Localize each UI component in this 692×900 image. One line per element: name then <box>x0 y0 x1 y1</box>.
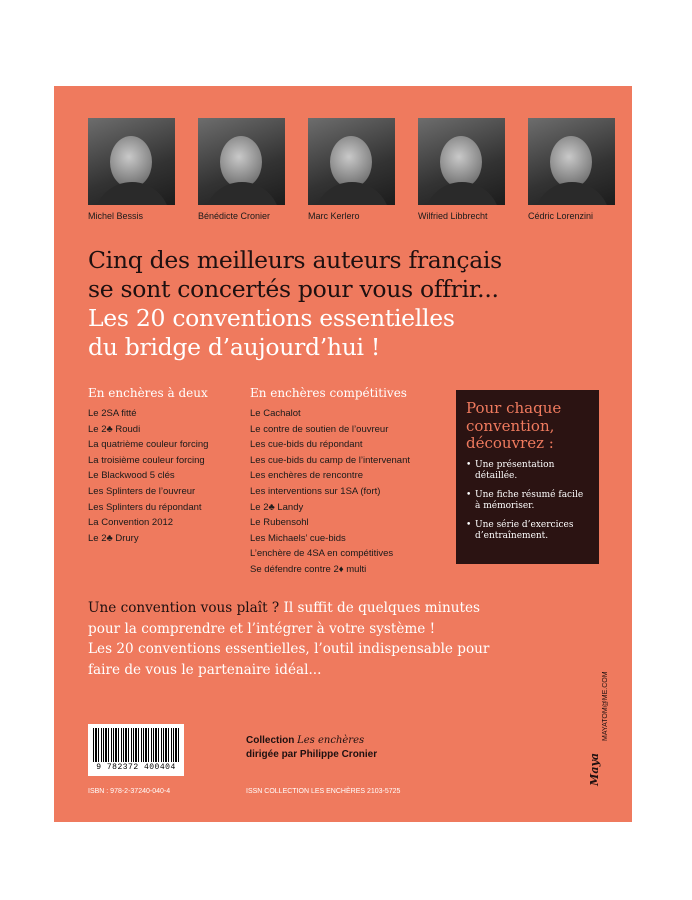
collection-line <box>246 734 377 748</box>
box-title-line: convention, <box>466 416 555 435</box>
list-item: Les cue-bids du camp de l’intervenant <box>250 454 411 466</box>
publisher-logo: Maya <box>588 753 601 786</box>
publisher-mark <box>580 671 620 801</box>
author-photo <box>88 118 175 205</box>
highlight-box <box>456 390 599 564</box>
promo-text <box>88 598 489 680</box>
box-title-line: découvrez : <box>466 434 554 452</box>
list-item: Le Blackwood 5 clés <box>88 470 175 482</box>
list-item: Se défendre contre 2♦ multi <box>250 563 367 575</box>
list-item: Le 2♣ Landy <box>250 501 304 513</box>
author-photo <box>528 118 615 205</box>
box-item: • Une fiche résumé facile à mémoriser. <box>466 490 591 513</box>
column-title: En enchères à deux <box>88 386 208 400</box>
author-name: Wilfried Libbrecht <box>418 211 488 221</box>
list-item: Les interventions sur 1SA (fort) <box>250 485 381 497</box>
author-photo <box>418 118 505 205</box>
box-item: • Une série d’exercices d’entraînement. <box>466 520 591 543</box>
list-item: Les Michaels’ cue-bids <box>250 532 346 544</box>
box-title-line: Pour chaque <box>466 399 562 417</box>
list-item: Le contre de soutien de l’ouvreur <box>250 423 389 435</box>
list-item: Les Splinters du répondant <box>88 501 202 513</box>
author-name: Michel Bessis <box>88 211 144 221</box>
issn: ISSN COLLECTION LES ENCHÈRES 2103-5725 <box>246 788 401 795</box>
list-item: Le Cachalot <box>250 408 301 419</box>
list-item: Le Rubensohl <box>250 517 309 529</box>
author-card <box>418 118 516 221</box>
list-item: Le 2SA fitté <box>88 408 137 419</box>
headline-line: du bridge d’aujourd’hui ! <box>88 333 381 361</box>
box-item: • Une présentation détaillée. <box>466 460 591 483</box>
barcode-digits: 9 782372 400404 <box>96 763 176 772</box>
column-title: En enchères compétitives <box>250 386 407 400</box>
headline-line: Les 20 conventions essentielles <box>88 304 455 332</box>
list-item: Les Splinters de l’ouvreur <box>88 485 196 497</box>
collection-prefix: Collection <box>246 735 298 746</box>
publisher-url: MAYATOM@ME.COM <box>602 671 609 741</box>
isbn: ISBN : 978-2-37240-040-4 <box>88 788 171 795</box>
collection-director: dirigée par Philippe Cronier <box>246 749 378 760</box>
back-cover <box>54 86 632 822</box>
list-item: Les enchères de rencontre <box>250 470 364 482</box>
headline <box>88 246 502 362</box>
promo-line: faire de vous le partenaire idéal... <box>88 661 322 678</box>
list-item: Le 2♣ Drury <box>88 532 139 544</box>
promo-line: pour la comprendre et l’intégrer à votre système ! <box>88 620 436 637</box>
box-list <box>466 460 591 543</box>
collection-info <box>246 734 377 762</box>
author-card <box>88 118 186 221</box>
list-item: L’enchère de 4SA en compétitives <box>250 548 394 560</box>
promo-lead: Une convention vous plaît ? <box>88 600 280 616</box>
author-name: Cédric Lorenzini <box>528 211 594 221</box>
promo-line: Les 20 conventions essentielles, l’outil indispensable pour <box>88 641 490 657</box>
author-photo <box>308 118 395 205</box>
barcode <box>88 724 184 776</box>
conventions-two-players <box>88 386 238 546</box>
author-card <box>198 118 296 221</box>
promo-line <box>88 598 489 619</box>
headline-line: se sont concertés pour vous offrir... <box>88 275 499 303</box>
box-title <box>466 400 591 453</box>
collection-name: Les enchères <box>297 735 365 746</box>
author-name: Marc Kerlero <box>308 211 360 221</box>
author-name: Bénédicte Cronier <box>198 211 271 221</box>
list-item: La quatrième couleur forcing <box>88 439 209 451</box>
headline-line: Cinq des meilleurs auteurs français <box>88 246 502 274</box>
authors-row <box>88 118 626 221</box>
list-item: Les cue-bids du répondant <box>250 439 363 451</box>
barcode-bars <box>93 728 179 762</box>
list-item: La Convention 2012 <box>88 517 174 529</box>
conventions-competitive <box>250 386 450 578</box>
author-photo <box>198 118 285 205</box>
author-card <box>528 118 626 221</box>
list-item: La troisième couleur forcing <box>88 454 205 466</box>
promo-line-rest: Il suffit de quelques minutes <box>279 600 480 616</box>
author-card <box>308 118 406 221</box>
list-item: Le 2♣ Roudi <box>88 423 141 435</box>
